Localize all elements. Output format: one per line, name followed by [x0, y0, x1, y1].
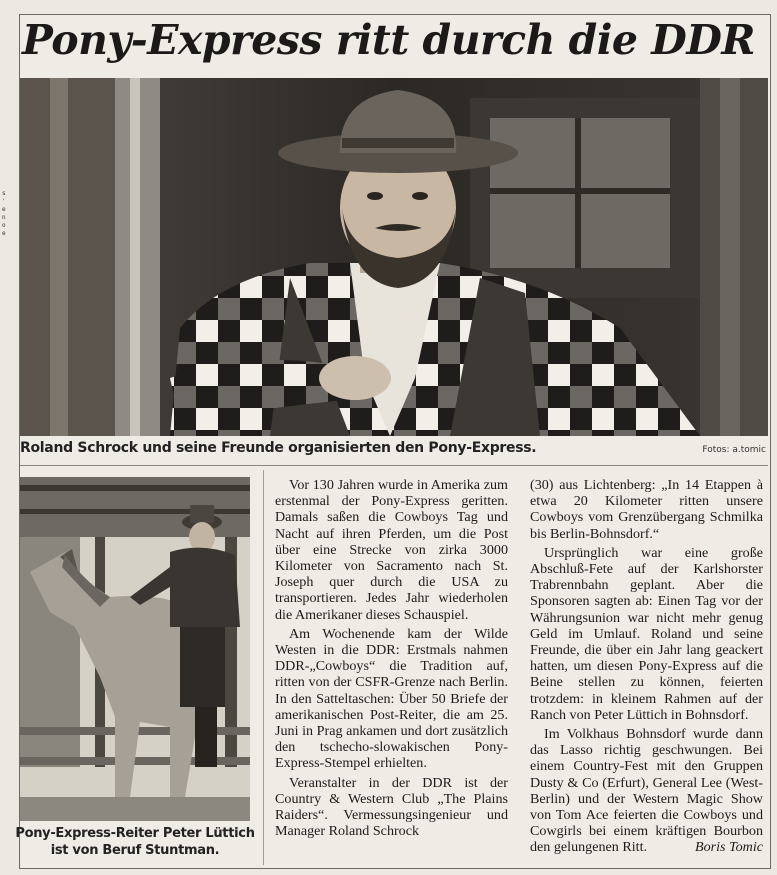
column1-paragraph-3: Veranstalter in der DDR ist der Country & Western Club „The Plains Raiders“. Vermessungsingenieur und Manager Roland Schrock: [275, 774, 508, 840]
rider-caption-line-1: Pony-Express-Reiter Peter Lüttich: [15, 826, 255, 841]
rider-photo: [20, 477, 250, 821]
column2-paragraph-2: Ursprünglich war eine große Abschluß-Fete auf der Karlshorster Trabrennbahn geplant. Aber die Sponsoren sagten ab: Einen Tag vor der Währungsunion war nicht mehr genug Geld im Umlauf. Roland und seine Freunde, die über ein Jahr lang geackert hatten, um diesen Pony-Express auf die Beine stellen zu können, feierten trotzdem: in kleinem Rahmen auf der Ranch von Peter Lüttich in Bohnsdorf.: [530, 544, 763, 723]
column1-paragraph-2: Am Wochenende kam der Wilde Westen in die DDR: Erstmals nahmen DDR-„Cowboys“ die Tradition auf, ritten von der CSFR-Grenze nach Berlin. In den Satteltaschen: Über 50 Briefe der amerikanischen Post-Reiter, die am 25. Juni in Prag ankamen und dort zusätzlich den tschecho-slowakischen Pony-Express-Stempel erhielten.: [275, 625, 508, 772]
column2-paragraph-3: [530, 726, 763, 856]
author-byline: Boris Tomic: [694, 839, 763, 856]
divider-rule: [20, 465, 768, 466]
column2-paragraph-3-text: Im Volkhaus Bohnsdorf wurde dann das Lasso richtig geschwungen. Bei einem Country-Fest mit den Gruppen Dusty & Co (Erfurt), General Lee (West-Berlin) und der Western Magic Show von Tom Ace feierten die Cowboys und Cowgirls bei einem kräftigen Bourbon den gelungenen Ritt.: [530, 726, 763, 856]
photo-credit: Fotos: a.tomic: [702, 445, 766, 455]
column1-paragraph-1: Vor 130 Jahren wurde in Amerika zum erstenmal der Pony-Express geritten. Damals saßen die Cowboys Tag und Nacht auf ihren Pferden, um die Post über eine Strecke von zirka 3000 Kilometer von Sacramento nach St. Joseph quer durch die USA zu transportieren. Jedes Jahr wiederholen die Amerikaner dieses Schauspiel.: [275, 477, 508, 623]
column2-paragraph-1: (30) aus Lichtenberg: „In 14 Etappen à etwa 20 Kilometer ritten unsere Cowboys vom Grenzübergang Schmilka bis Berlin-Bohnsdorf.“: [530, 477, 763, 542]
column-divider-1: [263, 470, 264, 865]
article-column-2: [530, 477, 763, 859]
rider-photo-caption: [14, 825, 256, 859]
main-photo-caption: Roland Schrock und seine Freunde organisierten den Pony-Express.: [20, 440, 537, 456]
margin-marks: s ' e n o e: [2, 190, 6, 237]
main-photo: [20, 78, 768, 436]
rider-caption-line-2: ist von Beruf Stuntman.: [50, 843, 220, 858]
article-column-1: [275, 477, 508, 842]
headline: Pony-Express ritt durch die DDR: [22, 16, 755, 64]
